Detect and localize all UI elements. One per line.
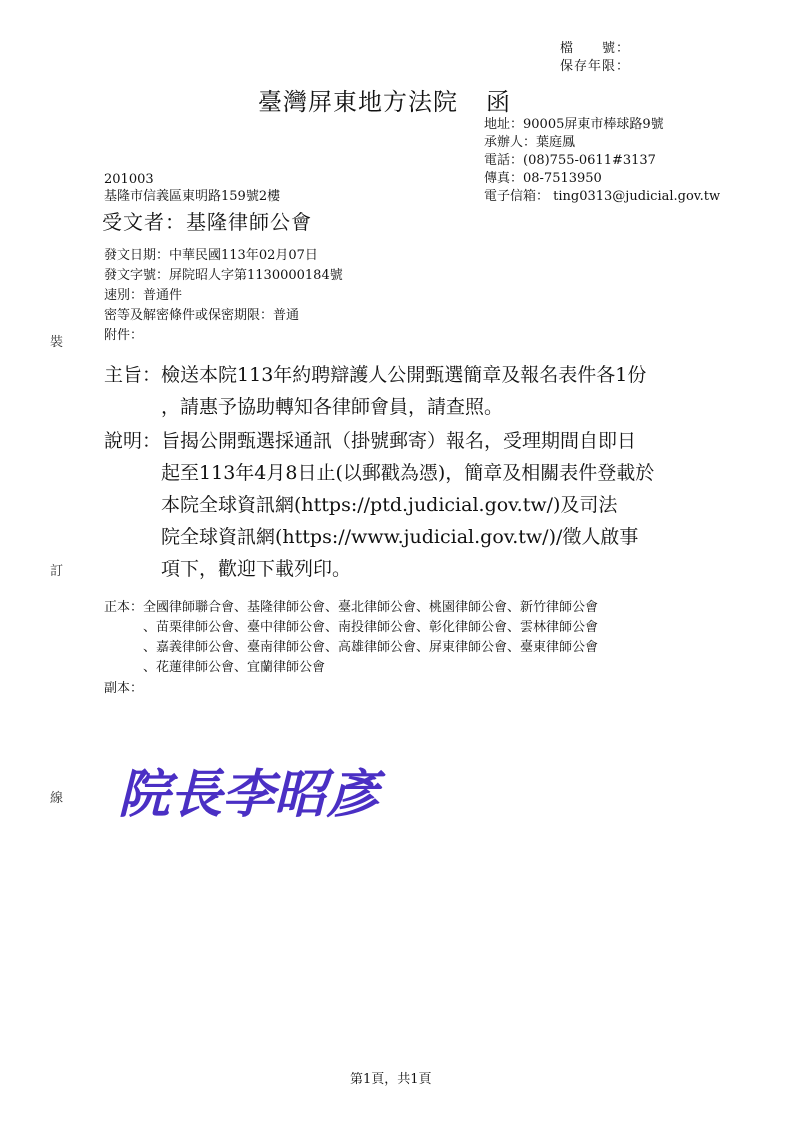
recipient-postal-code: 201003 <box>104 172 154 187</box>
description-line: 項下，歡迎下載列印。 <box>161 558 352 580</box>
description-line: 本院全球資訊網(https://ptd.judicial.gov.tw/)及司法 <box>161 494 618 516</box>
issue-date: 發文日期：中華民國113年02月07日 <box>104 248 318 263</box>
binding-mark-line: 線 <box>50 791 64 806</box>
contact-block <box>484 116 720 206</box>
file-meta <box>560 40 630 76</box>
distribution-label: 正本： <box>104 600 144 615</box>
signature-text: 院長李昭彥 <box>118 764 379 825</box>
copy-label: 副本： <box>104 681 144 696</box>
retention-label: 保存年限： <box>560 59 631 74</box>
contact-email: 電子信箱： ting0313@judicial.gov.tw <box>484 189 721 204</box>
file-number-label: 檔 號： <box>560 41 631 56</box>
distribution-line: 、嘉義律師公會、臺南律師公會、高雄律師公會、屏東律師公會、臺東律師公會 <box>143 640 599 655</box>
contact-address: 地址：90005屏東市棒球路9號 <box>484 117 664 132</box>
distribution-section <box>104 598 598 678</box>
distribution-list <box>143 598 598 678</box>
secrecy-level: 密等及解密條件或保密期限：普通 <box>104 308 300 323</box>
page-footer: 第1頁，共1頁 <box>350 1072 432 1087</box>
distribution-line: 、苗栗律師公會、臺中律師公會、南投律師公會、彰化律師公會、雲林律師公會 <box>143 620 599 635</box>
court-name: 臺灣屏東地方法院 <box>258 88 458 116</box>
subject-text <box>161 359 646 423</box>
attachment-label: 附件： <box>104 328 144 343</box>
contact-phone: 電話：(08)755-0611#3137 <box>484 153 656 168</box>
document-title <box>258 82 511 117</box>
document-number: 發文字號：屏院昭人字第1130000184號 <box>104 268 343 283</box>
subject-section <box>104 359 646 423</box>
contact-handler: 承辦人：葉庭鳳 <box>484 135 576 150</box>
document-meta <box>104 246 343 346</box>
description-line: 旨揭公開甄選採通訊（掛號郵寄）報名，受理期間自即日 <box>161 430 637 452</box>
contact-fax: 傳真：08-7513950 <box>484 171 602 186</box>
document-kind: 函 <box>486 88 511 116</box>
subject-line: 檢送本院113年約聘辯護人公開甄選簡章及報名表件各1份 <box>161 364 647 386</box>
director-signature <box>118 758 418 830</box>
recipient-name: 受文者：基隆律師公會 <box>102 210 312 234</box>
recipient-address-block <box>104 171 280 205</box>
distribution-line: 、花蓮律師公會、宜蘭律師公會 <box>143 660 326 675</box>
description-label: 說明： <box>104 430 162 452</box>
description-line: 起至113年4月8日止(以郵戳為憑)，簡章及相關表件登載於 <box>161 462 655 484</box>
binding-mark-bind: 裝 <box>50 335 64 350</box>
description-section <box>104 425 654 585</box>
delivery-speed: 速別：普通件 <box>104 288 183 303</box>
binding-mark-stitch: 訂 <box>50 564 64 579</box>
description-line: 院全球資訊網(https://www.judicial.gov.tw/)/徵人啟事 <box>161 526 639 548</box>
distribution-line: 全國律師聯合會、基隆律師公會、臺北律師公會、桃園律師公會、新竹律師公會 <box>143 600 599 615</box>
description-text <box>161 425 654 585</box>
recipient-address: 基隆市信義區東明路159號2樓 <box>104 189 281 204</box>
subject-line: ，請惠予協助轉知各律師會員，請查照。 <box>161 396 504 418</box>
subject-label: 主旨： <box>104 364 162 386</box>
